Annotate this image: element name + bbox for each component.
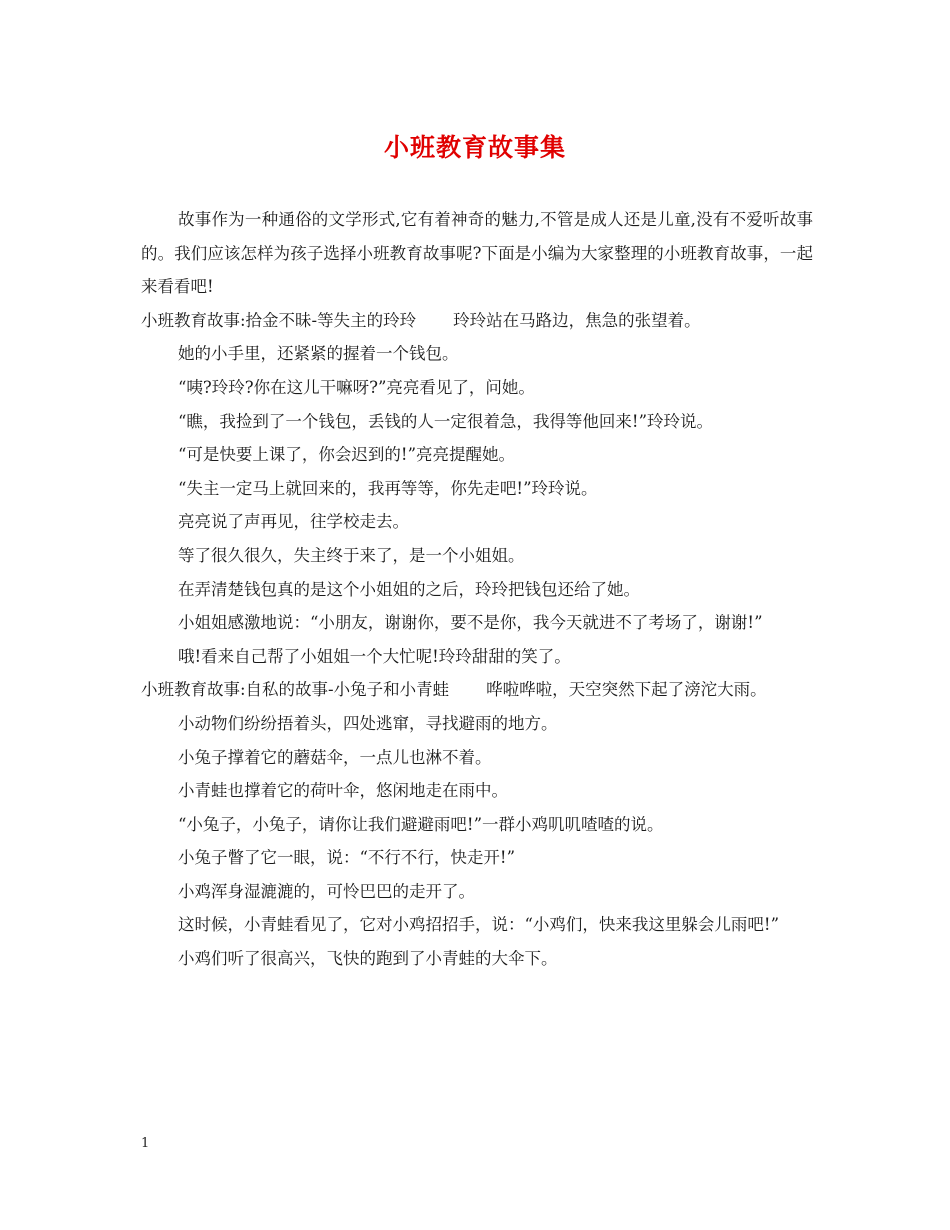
page-title: 小班教育故事集	[383, 133, 566, 162]
story1-paragraph: “瞧，我捡到了一个钱包，丢钱的人一定很着急，我得等他回来!”玲玲说。	[178, 411, 714, 431]
story1-paragraph: “咦?玲玲?你在这儿干嘛呀?”亮亮看见了，问她。	[178, 377, 535, 397]
story1-paragraph: “可是快要上课了，你会迟到的!”亮亮提醒她。	[178, 445, 516, 465]
story2-opening: 哗啦哗啦，天空突然下起了滂沱大雨。	[486, 680, 767, 700]
story2-paragraph: “小兔子，小兔子，请你让我们避避雨吧!”一群小鸡叽叽喳喳的说。	[178, 814, 664, 834]
story2-paragraph: 这时候，小青蛙看见了，它对小鸡招招手，说：“小鸡们，快来我这里躲会儿雨吧!”	[178, 915, 780, 935]
story1-paragraph: 哦!看来自己帮了小姐姐一个大忙呢!玲玲甜甜的笑了。	[178, 646, 571, 666]
page-number: 1	[141, 1136, 150, 1151]
story2-heading: 小班教育故事:自私的故事-小兔子和小青蛙	[141, 680, 450, 700]
story2-paragraph: 小鸡浑身湿漉漉的，可怜巴巴的走开了。	[178, 881, 475, 901]
story1-paragraph: 等了很久很久，失主终于来了，是一个小姐姐。	[178, 545, 525, 565]
story1-paragraph: 她的小手里，还紧紧的握着一个钱包。	[178, 344, 459, 364]
story1-heading-line	[141, 304, 813, 338]
story2-paragraph: 小鸡们听了很高兴，飞快的跑到了小青蛙的大伞下。	[178, 949, 558, 969]
story1-paragraph: 在弄清楚钱包真的是这个小姐姐的之后，玲玲把钱包还给了她。	[178, 579, 640, 599]
story2-paragraph: 小青蛙也撑着它的荷叶伞，悠闲地走在雨中。	[178, 781, 508, 801]
story2-paragraph: 小兔子撑着它的蘑菇伞，一点儿也淋不着。	[178, 747, 492, 767]
story2-paragraph: 小兔子瞥了它一眼，说：“不行不行，快走开!”	[178, 848, 516, 868]
story1-paragraph: 小姐姐感激地说：“小朋友，谢谢你，要不是你，我今天就进不了考场了，谢谢!”	[178, 613, 763, 633]
intro-paragraph: 故事作为一种通俗的文学形式,它有着神奇的魅力,不管是成人还是儿童,没有不爱听故事的。我们应该怎样为孩子选择小班教育故事呢?下面是小编为大家整理的小班教育故事，一起来看看吧!	[141, 210, 813, 297]
story1-paragraph: 亮亮说了声再见，往学校走去。	[178, 512, 409, 532]
story2-heading-line	[141, 673, 813, 707]
story1-paragraph: “失主一定马上就回来的，我再等等，你先走吧!”玲玲说。	[178, 478, 598, 498]
story1-opening: 玲玲站在马路边，焦急的张望着。	[453, 310, 701, 330]
document-body	[141, 203, 813, 976]
story1-heading: 小班教育故事:拾金不昧-等失主的玲玲	[141, 310, 417, 330]
story2-paragraph: 小动物们纷纷捂着头，四处逃窜，寻找避雨的地方。	[178, 713, 558, 733]
